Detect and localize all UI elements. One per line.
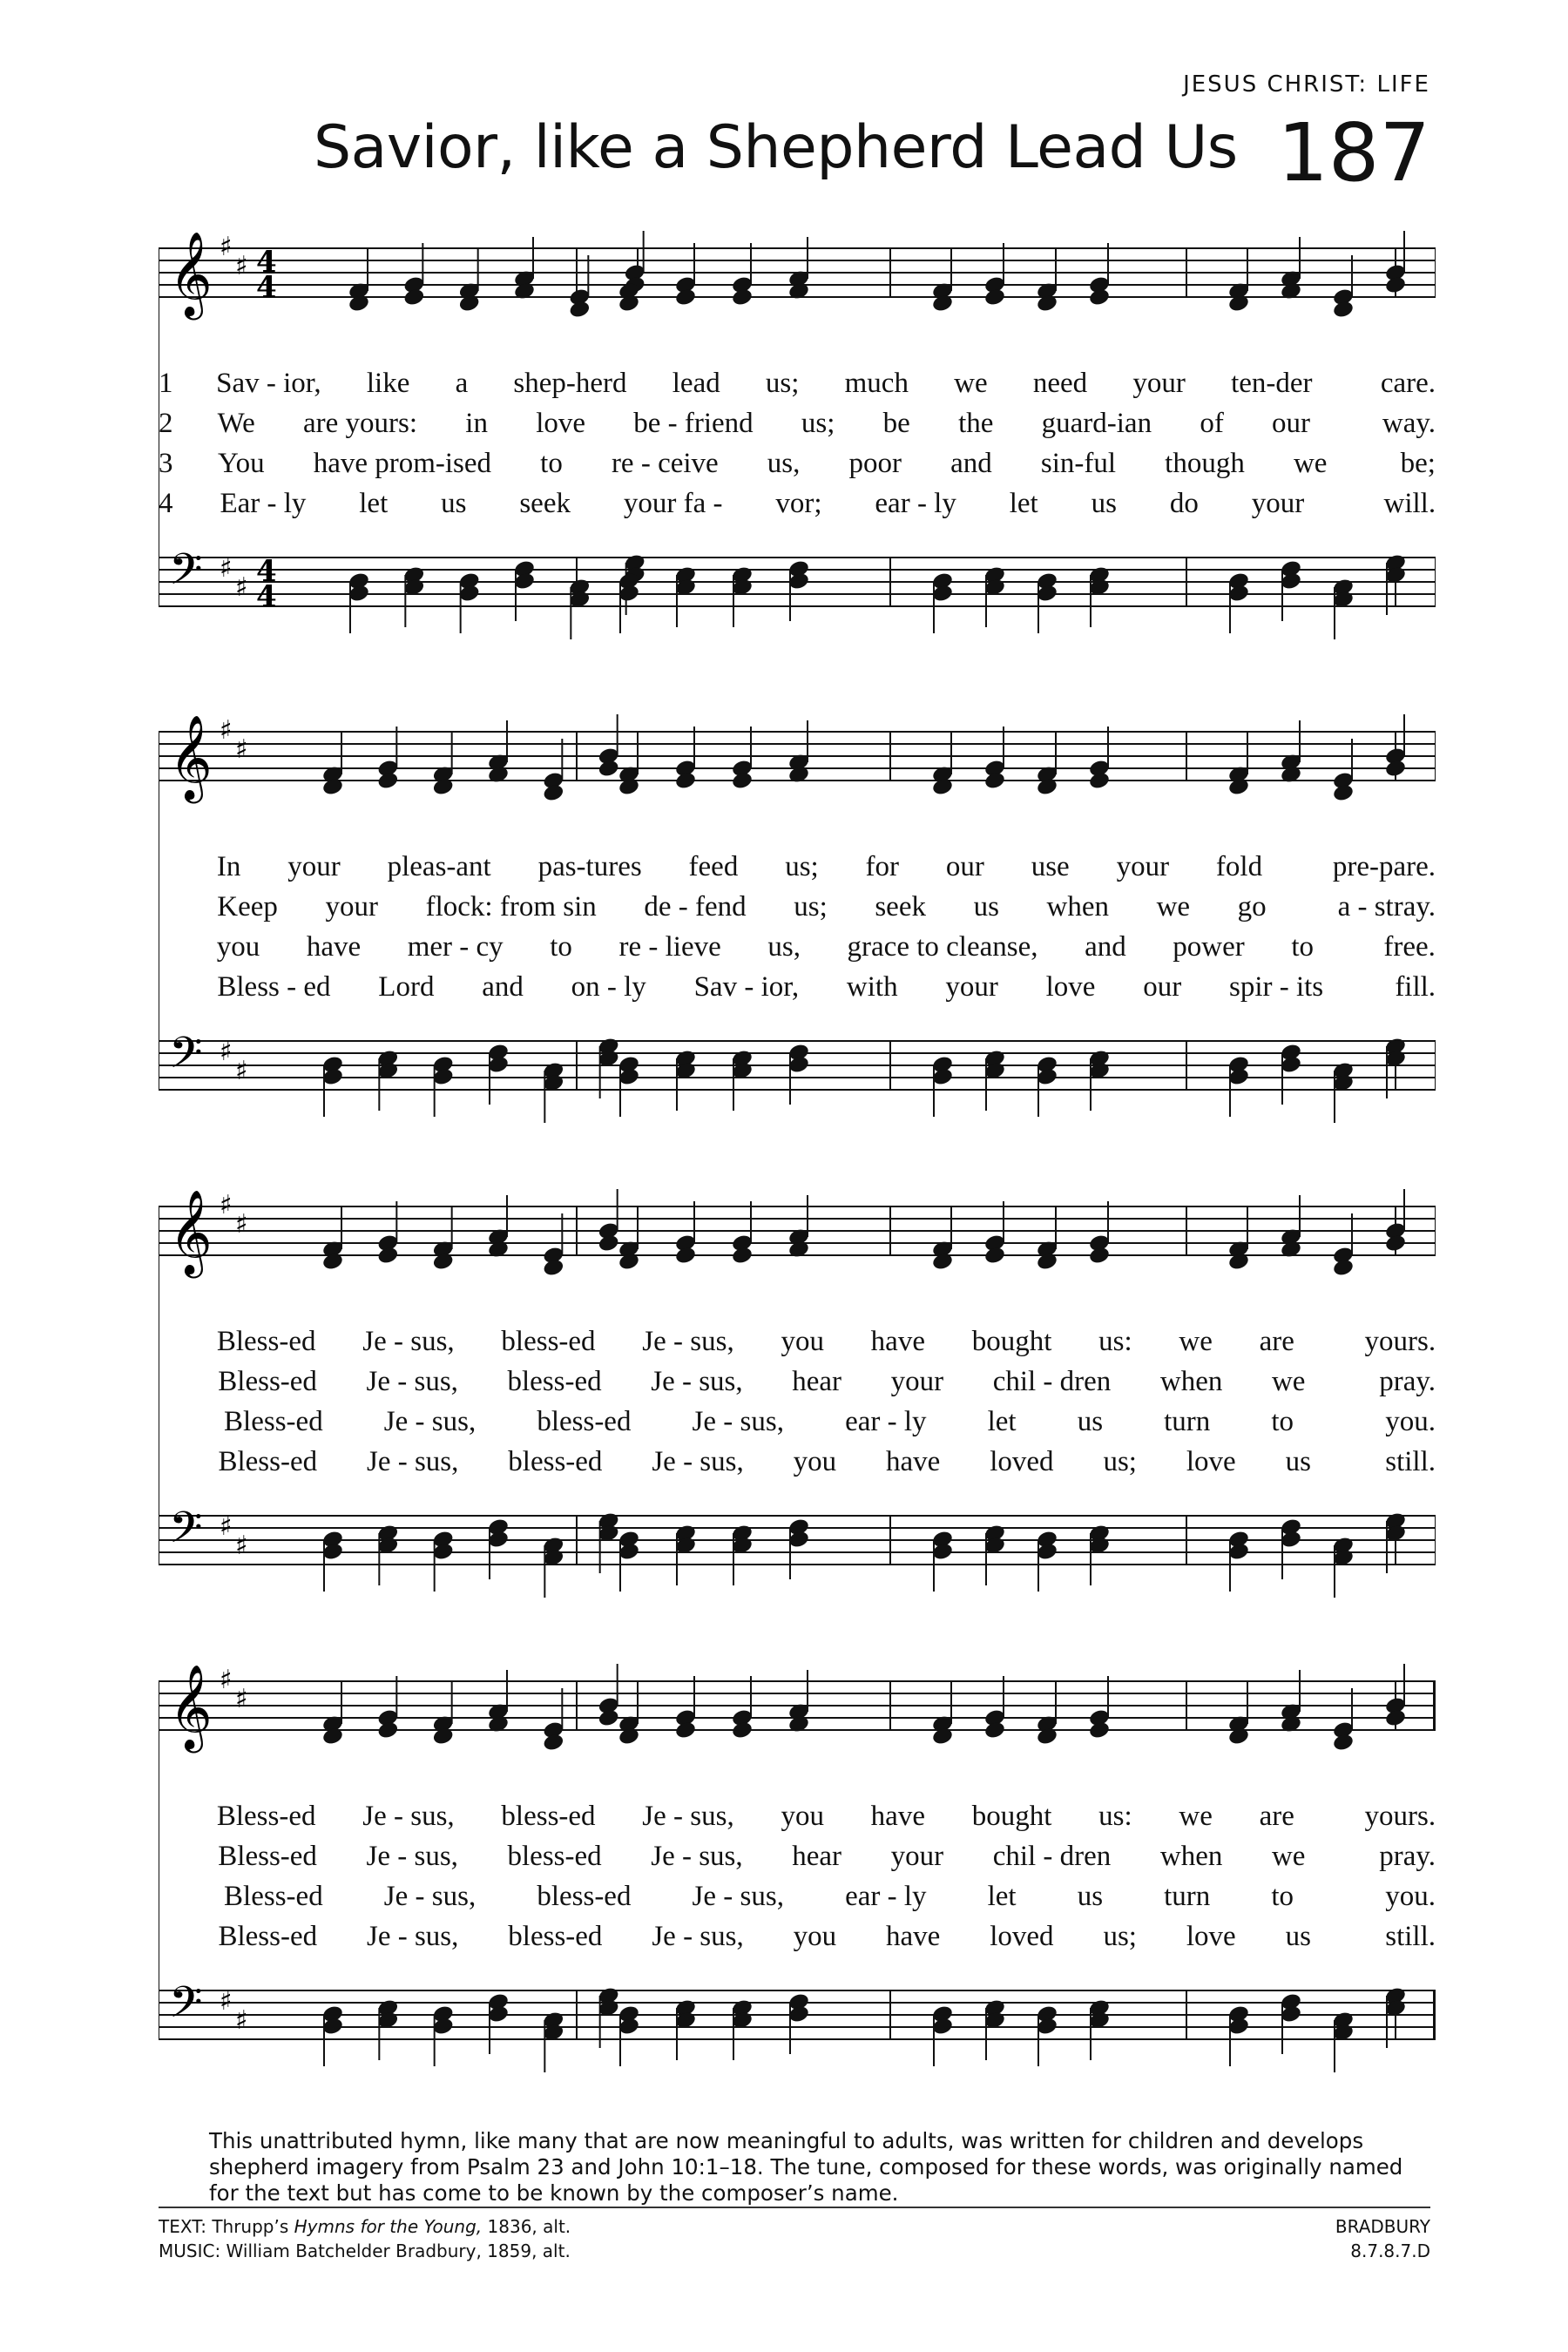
lyric-syllable: you [216,931,260,963]
lyric-syllable: love [1186,1921,1236,1952]
lyric-syllable: Je - sus, [642,1326,734,1357]
note-head [1384,759,1407,779]
lyric-syllable: Bless-ed [218,1921,318,1952]
lyric-syllable: Bless-ed [216,1326,316,1357]
lyric-syllable: you [793,1921,837,1952]
bass-staff [159,1503,1436,1598]
verse-line [159,1362,1436,1402]
verse-line [159,1916,1436,1957]
verse-line [159,1442,1436,1482]
lyric-syllable: you. [1385,1881,1436,1912]
lyric-syllable: bless-ed [537,1881,632,1912]
lyric-syllable: vor; [775,488,822,519]
verse-line [159,483,1436,524]
note-head [1384,1708,1407,1728]
note-head [674,1720,697,1740]
note-head [1088,287,1111,308]
lyric-syllable: we [954,368,988,399]
lyric-syllable: to [1271,1406,1294,1437]
lyric-syllable: feed [688,851,739,882]
note-head [598,1708,620,1728]
lyric-syllable: seek [519,488,571,519]
lyric-syllable: us [1091,488,1117,519]
lyric-syllable: guard-ian [1041,408,1152,439]
lyric-syllable: your fa - [623,488,723,519]
footer-tune-info [1335,2214,1430,2263]
verse-number [159,927,193,967]
lyric-syllable: you [781,1801,824,1832]
lyric-syllable: Je - sus, [652,1446,744,1477]
lyric-syllable: like [366,368,410,399]
music-system-3 [159,1180,1436,1633]
note-head [542,1258,564,1278]
lyric-syllable: our [1143,971,1182,1003]
lyric-syllable: though [1165,448,1245,479]
note-head [376,1246,399,1266]
bass-clef-icon: 𝄢 [169,544,203,605]
footer-divider [159,2207,1430,2208]
lyric-syllable: for [865,851,900,882]
lyric-syllable: your [1251,488,1305,519]
bass-clef-icon: 𝄢 [169,1503,203,1564]
lyric-syllable: ear - ly [845,1406,927,1437]
lyrics-block [159,363,1436,524]
lyric-syllable: us, [767,931,801,963]
lyric-syllable: Keep [217,891,278,923]
lyric-syllable: be; [1400,448,1436,479]
verse-line [159,363,1436,403]
verse-number [159,1916,193,1957]
lyric-syllable: we [1271,1366,1306,1397]
note-head [376,771,399,791]
verse-line [159,403,1436,443]
lyric-syllable: You [218,448,265,479]
lyric-syllable: when [1046,891,1109,923]
lyric-syllable: pas-tures [537,851,642,882]
note-head [1384,1233,1407,1254]
verse-number [159,1876,193,1916]
lyric-syllable: bless-ed [508,1921,603,1952]
verse-number [159,1362,193,1402]
lyric-syllable: our [1272,408,1311,439]
verse-number [159,887,193,927]
verse-line [159,967,1436,1007]
lyric-syllable: still. [1385,1446,1436,1477]
music-system-4 [159,1655,1436,2108]
lyric-syllable: mer - cy [407,931,504,963]
lyric-syllable: fill. [1395,971,1436,1003]
sharp-icon: ♯ [220,1037,233,1067]
lyric-syllable: to [550,931,572,963]
lyric-syllable: bless-ed [501,1801,596,1832]
lyric-syllable: to [540,448,563,479]
lyric-syllable: Ear - ly [220,488,307,519]
verse-number [159,967,193,1007]
verse-number [159,847,193,887]
note-head [731,287,754,308]
lyric-syllable: Je - sus, [652,1921,744,1952]
note-head [731,1246,754,1266]
music-system-1 [159,222,1436,675]
lyric-syllable: are yours: [303,408,418,439]
lyric-syllable: to [1271,1881,1294,1912]
lyric-syllable: your [1116,851,1170,882]
lyric-syllable: ear - ly [875,488,956,519]
sharp-icon: ♯ [235,251,248,281]
lyric-syllable: Je - sus, [362,1801,455,1832]
note-head [542,783,564,803]
note-head [674,1246,697,1266]
sharp-icon: ♯ [235,1684,248,1714]
lyric-syllable: be - friend [633,408,754,439]
lyric-syllable: free. [1383,931,1436,963]
treble-clef-icon: 𝄞 [169,714,213,800]
lyric-syllable: your [287,851,341,882]
lyric-syllable: we [1179,1801,1213,1832]
verse-number [159,1796,193,1836]
note-head [402,287,425,308]
lyric-syllable: Bless-ed [218,1446,318,1477]
lyric-syllable: hear [792,1366,842,1397]
lyric-syllable: us; [1103,1446,1137,1477]
lyric-syllable: your [890,1366,944,1397]
lyric-syllable: Sav - ior, [693,971,800,1003]
lyric-syllable: Bless-ed [216,1801,316,1832]
verse-number [159,1442,193,1482]
note-head [983,1720,1006,1740]
lyric-syllable: bought [971,1326,1052,1357]
lyric-syllable: Bless - ed [217,971,331,1003]
verse-line [159,1402,1436,1442]
sharp-icon: ♯ [220,553,233,584]
sharp-icon: ♯ [235,1209,248,1240]
lyrics-block [159,1321,1436,1482]
lyric-syllable: be [882,408,910,439]
lyric-syllable: in [465,408,488,439]
treble-staff [159,714,1436,803]
treble-clef-icon: 𝄞 [169,231,213,316]
lyric-syllable: have [870,1326,925,1357]
lyric-syllable: pray. [1379,1841,1436,1872]
lyric-syllable: yours. [1364,1326,1436,1357]
lyric-syllable: let [987,1406,1017,1437]
lyric-syllable: us: [1098,1326,1132,1357]
lyric-syllable: pleas-ant [387,851,491,882]
lyric-syllable: us [973,891,999,923]
lyric-syllable: love [1045,971,1096,1003]
lyric-syllable: re - ceive [611,448,719,479]
sharp-icon: ♯ [220,715,233,746]
verse-number [159,1321,193,1362]
verse-line [159,1321,1436,1362]
time-signature: 4 [256,579,277,614]
lyric-syllable: are [1259,1801,1294,1832]
lyric-syllable: our [945,851,984,882]
lyric-syllable: Bless-ed [224,1406,323,1437]
verse-line [159,1876,1436,1916]
lyric-syllable: spir - its [1228,971,1324,1003]
lyric-syllable: when [1159,1841,1223,1872]
lyric-syllable: and [1085,931,1126,963]
lyric-syllable: have [886,1921,941,1952]
lyric-syllable: your [325,891,379,923]
verse-line [159,887,1436,927]
note-head [674,771,697,791]
lyric-syllable: are [1259,1326,1294,1357]
meter: 8.7.8.7.D [1350,2240,1430,2261]
lyric-syllable: will. [1383,488,1436,519]
lyric-syllable: Je - sus, [383,1406,476,1437]
category-label: JESUS CHRIST: LIFE [1183,71,1430,98]
lyric-syllable: you. [1385,1406,1436,1437]
lyric-syllable: loved [990,1921,1054,1952]
lyric-syllable: we [1271,1841,1306,1872]
lyric-syllable: your [890,1841,944,1872]
lyric-syllable: use [1031,851,1070,882]
lyric-syllable: ear - ly [845,1881,927,1912]
lyric-syllable: fold [1215,851,1263,882]
hymn-title: Savior, like a Shepherd Lead Us [314,113,1238,182]
treble-clef-icon: 𝄞 [169,1664,213,1749]
lyric-syllable: do [1169,488,1199,519]
lyric-syllable: Bless-ed [218,1841,317,1872]
lyric-syllable: let [1009,488,1038,519]
note-head [568,300,591,320]
sharp-icon: ♯ [235,1531,248,1561]
note-head [674,287,697,308]
bass-staff [159,1977,1436,2072]
lyric-syllable: shep-herd [513,368,627,399]
lyric-syllable: still. [1385,1921,1436,1952]
note-head [1088,1246,1111,1266]
lyric-syllable: re - lieve [618,931,721,963]
lyric-syllable: bless-ed [507,1366,602,1397]
lyric-syllable: us; [801,408,835,439]
lyric-syllable: us [441,488,467,519]
note-head [542,1733,564,1753]
lyric-syllable: you [793,1446,837,1477]
lyric-syllable: bless-ed [537,1406,632,1437]
sharp-icon: ♯ [235,1056,248,1086]
verse-line [159,1796,1436,1836]
lyric-syllable: hear [792,1841,842,1872]
time-signature: 4 [256,245,277,280]
hymn-number: 187 [1277,106,1430,199]
verse-line [159,927,1436,967]
treble-staff [159,1189,1436,1278]
lyric-syllable: your [945,971,998,1003]
lyric-syllable: we [1179,1326,1213,1357]
lyric-syllable: Bless-ed [224,1881,323,1912]
note-head [1384,275,1407,295]
sharp-icon: ♯ [220,1511,233,1542]
music-credit: MUSIC: William Batchelder Bradbury, 1859, alt. [159,2240,571,2261]
lyric-syllable: We [217,408,255,439]
lyric-syllable: ten-der [1231,368,1313,399]
text-credit: TEXT: Thrupp’s Hymns for the Young, 1836, alt. [159,2216,571,2237]
lyric-syllable: Je - sus, [366,1921,459,1952]
lyric-syllable: have [886,1446,941,1477]
lyric-syllable: us; [765,368,800,399]
lyric-syllable: bought [971,1801,1052,1832]
verse-number: 3 [159,448,173,479]
lyric-syllable: much [844,368,909,399]
lyric-syllable: and [482,971,524,1003]
hymn-note: This unattributed hymn, like many that are now meaningful to adults, was written for children and develops shepherd imagery from Psalm 23 and John 10:1–18. The tune, composed for these words, was originally named for the text but has come to be known by the composer’s name. [209,2128,1403,2206]
lyric-syllable: yours. [1364,1801,1436,1832]
note-head [983,771,1006,791]
lyric-syllable: us; [794,891,828,923]
note-head [983,287,1006,308]
note-head [731,771,754,791]
tune-name: BRADBURY [1335,2216,1430,2237]
lyric-syllable: us; [1103,1921,1137,1952]
note-head [983,1246,1006,1266]
note-head [1088,771,1111,791]
treble-staff [159,1664,1436,1753]
lyric-syllable: us: [1098,1801,1132,1832]
lyric-syllable: chil - dren [992,1366,1112,1397]
lyric-syllable: us; [785,851,819,882]
lyric-syllable: have prom-ised [313,448,492,479]
lyric-syllable: Je - sus, [366,1841,458,1872]
verse-number: 2 [159,408,173,439]
lyric-syllable: chil - dren [992,1841,1112,1872]
lyric-syllable: go [1237,891,1267,923]
note-head [598,1233,620,1254]
bass-clef-icon: 𝄢 [169,1028,203,1089]
lyric-syllable: power [1173,931,1245,963]
lyric-syllable: de - fend [644,891,747,923]
lyric-syllable: your [1132,368,1186,399]
lyric-syllable: poor [848,448,902,479]
lyric-syllable: let [359,488,389,519]
sharp-icon: ♯ [220,1190,233,1220]
lyric-syllable: Je - sus, [651,1366,743,1397]
treble-staff [159,231,1436,320]
lyric-syllable: Je - sus, [366,1366,458,1397]
note-head [731,1720,754,1740]
lyric-syllable: you [781,1326,824,1357]
lyric-syllable: let [987,1881,1017,1912]
sharp-icon: ♯ [220,232,233,262]
footer-credits [159,2214,571,2263]
lyric-syllable: Je - sus, [692,1881,784,1912]
lyric-syllable: on - ly [571,971,646,1003]
lyric-syllable: love [1186,1446,1236,1477]
lyrics-block [159,847,1436,1007]
lyric-syllable: need [1032,368,1088,399]
lyric-syllable: Je - sus, [366,1446,459,1477]
lyric-syllable: we [1293,448,1328,479]
lyric-syllable: have [870,1801,925,1832]
lyric-syllable: we [1156,891,1191,923]
bass-clef-icon: 𝄢 [169,1977,203,2038]
note-head [1332,1258,1355,1278]
lyric-syllable: Sav - ior, [216,368,321,399]
lyric-syllable: pray. [1379,1366,1436,1397]
lyric-syllable: loved [990,1446,1054,1477]
sharp-icon: ♯ [220,1665,233,1695]
lyric-syllable: Je - sus, [362,1326,455,1357]
lyric-syllable: care. [1380,368,1436,399]
verse-line [159,443,1436,483]
lyric-syllable: bless-ed [508,1446,603,1477]
verse-number: 1 [159,368,173,399]
lyric-syllable: turn [1164,1406,1211,1437]
lyric-syllable: Je - sus, [692,1406,784,1437]
lyric-syllable: seek [875,891,926,923]
lyrics-block [159,1796,1436,1957]
sharp-icon: ♯ [235,572,248,603]
lyric-syllable: when [1159,1366,1223,1397]
lyric-syllable: lead [672,368,720,399]
lyric-syllable: pre-pare. [1332,851,1436,882]
lyric-syllable: Je - sus, [383,1881,476,1912]
time-signature: 4 [256,270,277,305]
lyric-syllable: turn [1164,1881,1211,1912]
music-system-2 [159,706,1436,1159]
lyric-syllable: Je - sus, [651,1841,743,1872]
verse-number [159,1836,193,1876]
lyric-syllable: and [950,448,992,479]
verse-number [159,1402,193,1442]
lyric-syllable: to [1291,931,1315,963]
note-head [1332,300,1355,320]
lyric-syllable: bless-ed [507,1841,602,1872]
lyric-syllable: Bless-ed [218,1366,317,1397]
lyric-syllable: us [1077,1406,1104,1437]
lyric-syllable: a [455,368,469,399]
lyric-syllable: have [306,931,362,963]
note-head [376,1720,399,1740]
lyric-syllable: Je - sus, [642,1801,734,1832]
lyric-syllable: In [216,851,241,882]
lyric-syllable: bless-ed [501,1326,596,1357]
sharp-icon: ♯ [235,2005,248,2036]
note-head [1332,783,1355,803]
lyric-syllable: grace to cleanse, [847,931,1038,963]
lyric-syllable: of [1200,408,1224,439]
lyric-syllable: with [846,971,898,1003]
lyric-syllable: a - stray. [1337,891,1436,923]
verse-number: 4 [159,488,173,519]
bass-staff [159,1028,1436,1123]
note-head [1332,1733,1355,1753]
sharp-icon: ♯ [235,734,248,765]
lyric-syllable: us [1285,1921,1311,1952]
lyric-syllable: way. [1382,408,1436,439]
sharp-icon: ♯ [220,1986,233,2017]
lyric-syllable: flock: from sin [425,891,597,923]
lyric-syllable: Lord [378,971,435,1003]
note-head [1088,1720,1111,1740]
lyric-syllable: us [1077,1881,1104,1912]
bass-staff [159,544,1436,639]
lyric-syllable: us, [767,448,801,479]
lyric-syllable: love [536,408,586,439]
lyric-syllable: sin-ful [1040,448,1117,479]
lyric-syllable: the [958,408,994,439]
lyric-syllable: us [1285,1446,1311,1477]
treble-clef-icon: 𝄞 [169,1189,213,1274]
verse-line [159,847,1436,887]
verse-line [159,1836,1436,1876]
note-head [598,759,620,779]
time-signature: 4 [256,554,277,589]
